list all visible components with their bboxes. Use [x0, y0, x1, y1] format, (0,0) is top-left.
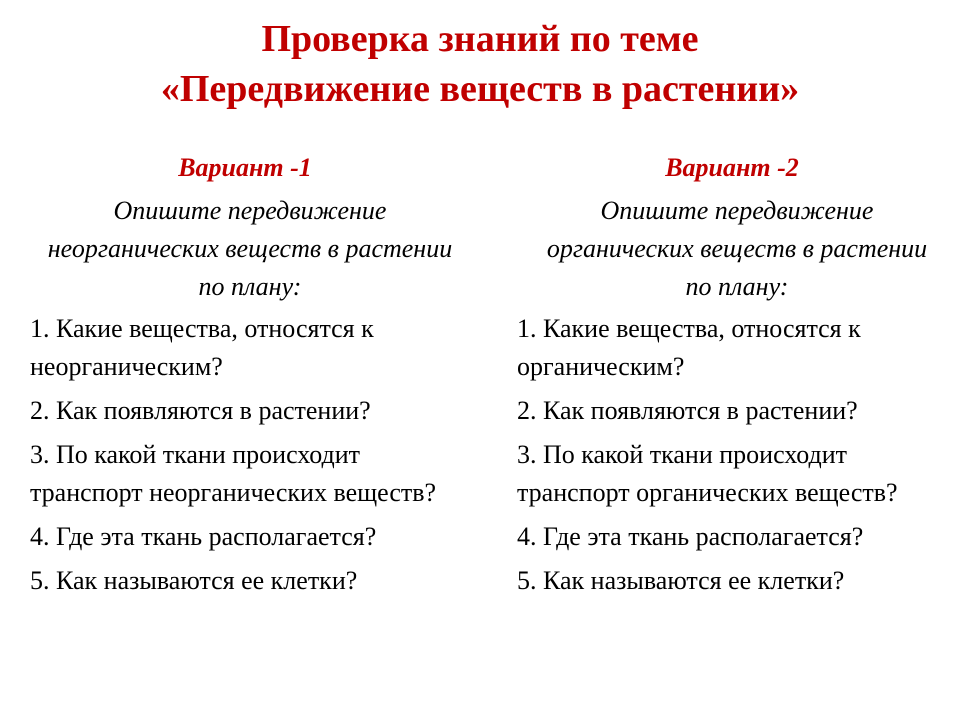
question-item: 2. Как появляются в растении? [517, 396, 858, 425]
question-item: 1. Какие вещества, относятся к органическим? [517, 314, 861, 381]
variant-2-heading: Вариант -2 [665, 153, 799, 182]
slide-title [0, 14, 960, 114]
question-item: 4. Где эта ткань располагается? [30, 522, 377, 551]
variant-2-instruction: Опишите передвижение органических веществ в растении по плану: [546, 196, 928, 301]
question-item: 5. Как называются ее клетки? [30, 566, 358, 595]
question-item: 5. Как называются ее клетки? [517, 566, 845, 595]
question-item: 3. По какой ткани происходит транспорт неорганических веществ? [30, 440, 437, 507]
question-item: 1. Какие вещества, относятся к неорганическим? [30, 314, 374, 381]
variant-1-questions [30, 310, 470, 600]
variant-2-column [517, 150, 957, 616]
variant-1-instruction: Опишите передвижение неорганических веществ в растении по плану: [47, 196, 453, 301]
variant-2-questions [517, 310, 957, 600]
question-item: 3. По какой ткани происходит транспорт органических веществ? [517, 440, 898, 507]
question-item: 4. Где эта ткань располагается? [517, 522, 864, 551]
title-line-2: «Передвижение веществ в растении» [160, 68, 800, 110]
question-item: 2. Как появляются в растении? [30, 396, 371, 425]
variant-1-column [30, 150, 470, 616]
title-line-1: Проверка знаний по теме [261, 18, 699, 60]
variant-1-heading: Вариант -1 [178, 153, 312, 182]
